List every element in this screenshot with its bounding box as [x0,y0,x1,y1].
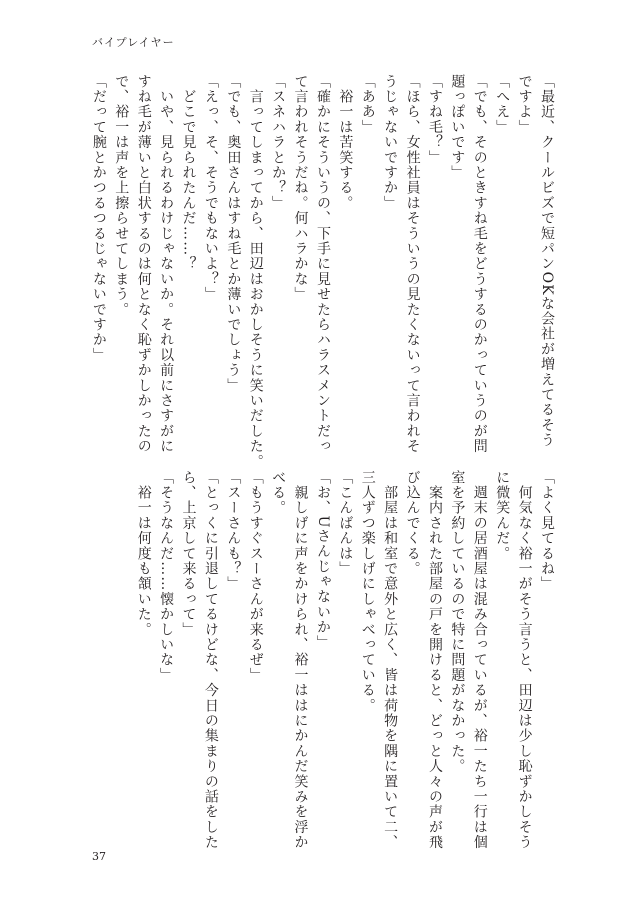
text-line: 「確かにそういうの、下手に見せたらハラスメントだっ [314,74,331,454]
text-line: 「えっ、そ、そうでもないよ？」 [202,74,219,302]
text-line: 「よく見てるね」 [539,470,555,592]
text-line: 題っぽいです」 [449,74,466,181]
text-line: 「でも、奥田さんはすね毛とか薄いでしょう」 [225,74,242,394]
text-line: 「ほら、女性社員はそういうの見たくないって言われそ [404,74,421,454]
text-block-lower [88,470,558,850]
text-line: 「へえ」 [494,74,511,135]
page-number: 37 [92,850,106,863]
text-line: 週末の居酒屋は混み合っているが、裕一たち一行は個 [471,470,488,850]
text-line: 「こんばんは」 [337,470,354,577]
text-line: ですよ」 [516,74,533,135]
text-line: 室を予約しているので特に問題がなかった。 [449,470,466,774]
text-line: び込んでくる。 [404,470,421,577]
text-line: いや、見られるわけじゃないか。それ以前にさすがに [158,74,175,454]
text-line: 「そうなんだ……懐かしいな」 [158,470,175,683]
text-line: 案内された部屋の戸を開けると、どっと人々の声が飛 [426,470,443,850]
text-line: で、裕一は声を上擦らせてしまう。 [113,74,130,318]
text-line: 裕一は苦笑する。 [337,74,354,211]
text-line: 「スネハラとか？」 [270,74,287,211]
text-line: 「でも、そのときすね毛をどうするのかっていうのが問 [471,74,488,454]
text-line: 部屋は和室で意外と広く、皆は荷物を隅に置いて二、 [382,470,399,850]
text-line: 裕一は何度も頷いた。 [135,470,152,638]
text-line: 「最近、クールビズで短パンOKな会社が増えてるそう [539,74,555,448]
text-line: 「すね毛？」 [426,74,443,166]
text-line: どこで見られたんだ……？ [180,74,197,272]
text-line: 「ああ」 [359,74,376,135]
text-line: 「スーさんも？」 [225,470,242,592]
text-line: べる。 [270,470,287,516]
text-line: 何気なく裕一がそう言うと、田辺は少し恥ずかしそう [516,470,533,850]
running-header: バイプレイヤー [92,36,175,49]
text-line: 「だって腕とかつるつるじゃないですか」 [90,74,107,363]
text-line: 「とっくに引退してるけどな、今日の集まりの話をした [202,470,219,850]
text-line: うじゃないですか」 [382,74,399,211]
text-line: すね毛が薄いと白状するのは何となく恥ずかしかったの [135,74,152,454]
text-line: 「もうすぐスーさんが来るぜ」 [247,470,264,683]
text-line: 言ってしまってから、田辺はおかしそうに笑いだした。 [247,74,264,470]
text-line: て言われそうだね。何ハラかな」 [292,74,309,302]
text-block-upper [88,74,558,470]
text-line: 親しげに声をかけられ、裕一ははにかんだ笑みを浮か [292,470,309,850]
text-line: ら、上京して来るって」 [180,470,197,638]
text-line: 三人ずつ楽しげにしゃべっている。 [359,470,376,714]
text-line: 「お、Uさんじゃないか」 [314,470,331,651]
text-line: に微笑んだ。 [494,470,511,562]
